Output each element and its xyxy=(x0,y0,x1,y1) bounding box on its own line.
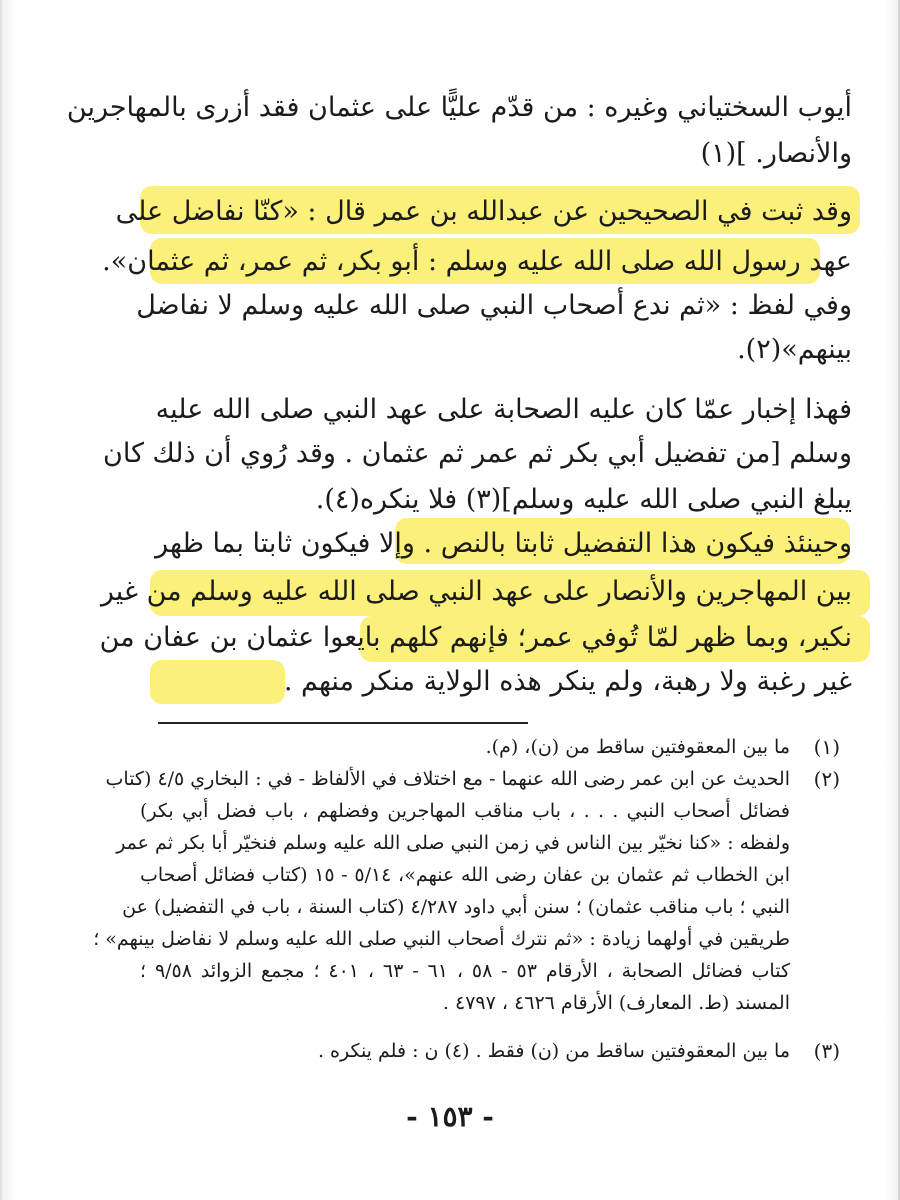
footnote-line: النبي ؛ باب مناقب عثمان) ؛ سنن أبي داود ٤/٢٨٧ (كتاب السنة ، باب في التفضيل) عن xyxy=(122,896,790,918)
text-line: وقد ثبت في الصحيحين عن عبدالله بن عمر قال : «كنّا نفاضل على xyxy=(115,196,852,227)
text-line: بين المهاجرين والأنصار على عهد النبي صلى الله عليه وسلم من غير xyxy=(100,576,852,607)
text-line: وحينئذ فيكون هذا التفضيل ثابتا بالنص . وإلا فيكون ثابتا بما ظهر xyxy=(155,528,852,559)
text-line: نكير، وبما ظهر لمّا تُوفي عمر؛ فإنهم كلهم بايعوا عثمان بن عفان من xyxy=(99,622,852,653)
footnote-line: كتاب فضائل الصحابة ، الأرقام ٥٣ - ٥٨ ، ٦١ - ٦٣ ، ٤٠١ ؛ مجمع الزوائد ٩/٥٨ ؛ xyxy=(140,960,790,982)
text-line: فهذا إخبار عمّا كان عليه الصحابة على عهد النبي صلى الله عليه xyxy=(155,394,852,425)
footnote-line: فضائل أصحاب النبي . . . ، باب مناقب المهاجرين وفضلهم ، باب فضل أبي بكر) xyxy=(140,800,790,822)
text-line: غير رغبة ولا رهبة، ولم ينكر هذه الولاية منكر منهم . xyxy=(283,666,852,697)
footnote-separator xyxy=(158,722,528,724)
text-line: أيوب السختياني وغيره : من قدّم عليًّا على عثمان فقد أزرى بالمهاجرين xyxy=(66,92,852,123)
footnote-line: ابن الخطاب ثم عثمان بن عفان رضى الله عنهم»، ٥/١٤ - ١٥ (كتاب فضائل أصحاب xyxy=(140,864,791,886)
footnote-line: ما بين المعقوفتين ساقط من (ن)، (م). xyxy=(485,736,790,758)
text-line: والأنصار. ](١) xyxy=(700,138,852,169)
footnote-line: الحديث عن ابن عمر رضى الله عنهما - مع اختلاف في الألفاظ - في : البخاري ٤/٥ (كتاب xyxy=(105,768,790,790)
text-line: وسلم [من تفضيل أبي بكر ثم عمر ثم عثمان . وقد رُوي أن ذلك كان xyxy=(103,438,852,469)
text-line: وفي لفظ : «ثم ندع أصحاب النبي صلى الله عليه وسلم لا نفاضل xyxy=(136,290,852,321)
page-number: - ١٥٣ - xyxy=(406,1100,494,1133)
footnote-line: ما بين المعقوفتين ساقط من (ن) فقط . (٤) ن : فلم ينكره . xyxy=(317,1040,790,1062)
footnote-number: (٢) xyxy=(813,767,840,791)
text-line: يبلغ النبي صلى الله عليه وسلم](٣) فلا ينكره(٤). xyxy=(315,484,852,515)
footnote-number: (٣) xyxy=(813,1039,840,1063)
footnote-line: المسند (ط. المعارف) الأرقام ٤٦٢٦ ، ٤٧٩٧ . xyxy=(442,992,790,1014)
text-line: بينهم»(٢). xyxy=(737,334,852,365)
text-line: عهد رسول الله صلى الله عليه وسلم : أبو بكر، ثم عمر، ثم عثمان». xyxy=(102,246,852,277)
footnote-line: طريقين في أولهما زيادة : «ثم نترك أصحاب النبي صلى الله عليه وسلم لا نفاضل بينهم» ؛ xyxy=(93,928,790,950)
footnote-line: ولفظه : «كنا نخيّر بين الناس في زمن النبي صلى الله عليه وسلم فنخيّر أبا بكر ثم عمر xyxy=(116,832,790,854)
footnote-number: (١) xyxy=(813,735,840,759)
